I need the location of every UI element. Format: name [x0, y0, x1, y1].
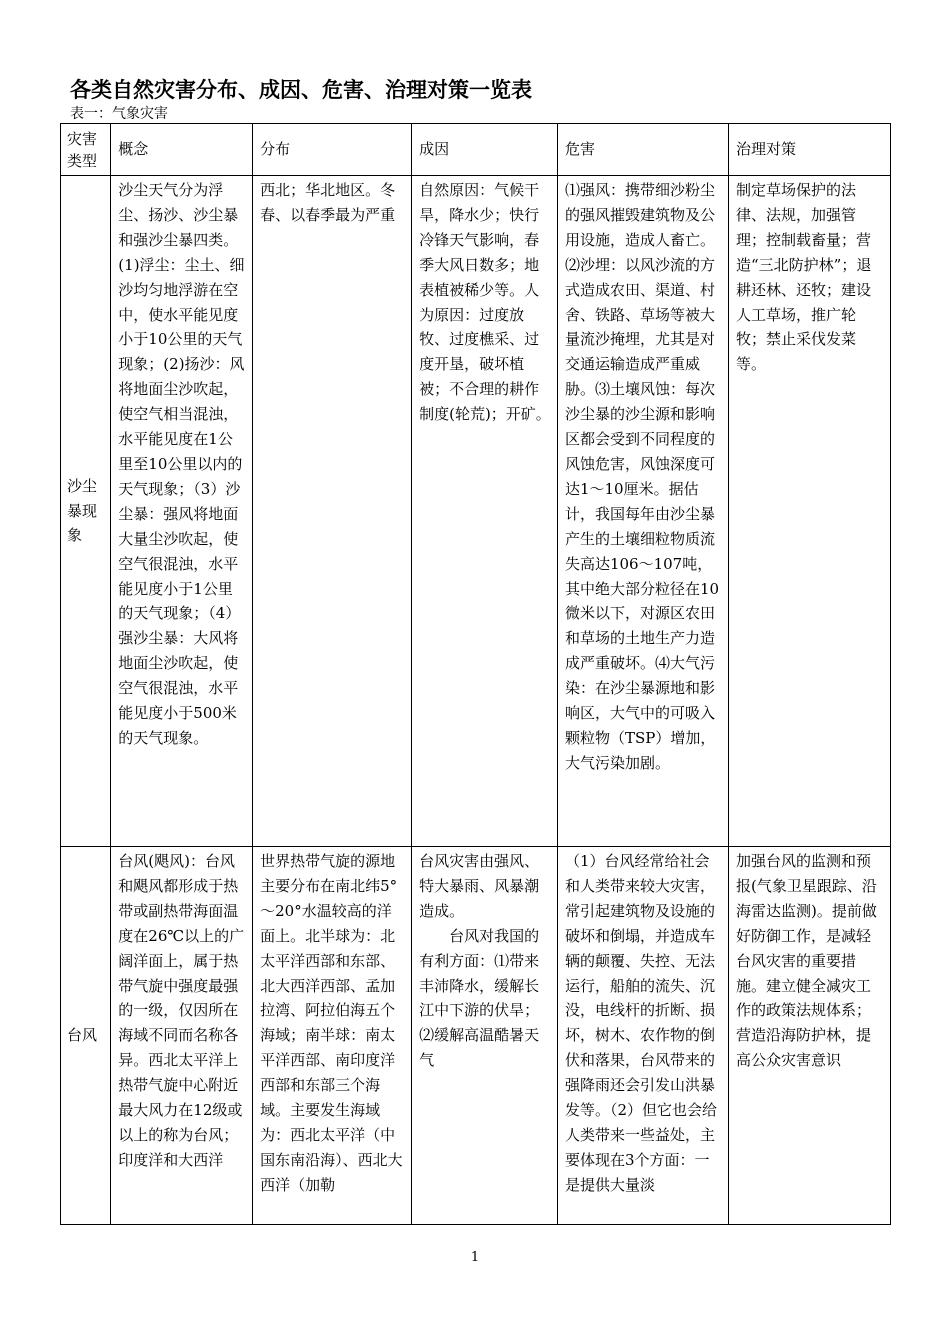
table-caption: 表一：气象灾害: [70, 106, 168, 122]
header-type: 灾害类型: [61, 124, 111, 176]
disaster-type-cell: 沙尘暴现象: [61, 176, 111, 847]
measures-cell: 制定草场保护的法律、法规，加强管理；控制载畜量；营造“三北防护林”；退耕还林、还牧；建设人工草场，推广轮牧；禁止采伐发菜等。: [728, 176, 890, 847]
cause-cell: [412, 847, 558, 1225]
cause-paragraph: 台风对我国的有利方面：⑴带来丰沛降水，缓解长江中下游的伏旱；⑵缓解高温酷暑天气: [419, 926, 540, 1070]
page-number: 1: [470, 1250, 480, 1265]
disaster-type-cell: 台风: [61, 847, 111, 1225]
disaster-table: [60, 123, 891, 1225]
harm-cell: （1）台风经常给社会和人类带来较大灾害，常引起建筑物及设施的破坏和倒塌，并造成车辆的颠覆、失控、无法运行，船舶的流失、沉没，电线杆的折断、损坏，树木、农作物的倒伏和落果，台风带来的强降雨还会引发山洪暴发等。（2）但它也会给人类带来一些益处，主要体现在3个方面：一是提供大量淡: [557, 847, 728, 1225]
harm-cell: ⑴强风：携带细沙粉尘的强风摧毁建筑物及公用设施，造成人畜亡。⑵沙埋：以风沙流的方式造成农田、渠道、村舍、铁路、草场等被大量流沙掩埋，尤其是对交通运输造成严重威胁。⑶土壤风蚀：每次沙尘暴的沙尘源和影响区都会受到不同程度的风蚀危害，风蚀深度可达1～10厘米。据估计，我国每年由沙尘暴产生的土壤细粒物质流失高达106～107吨，其中绝大部分粒径在10微米以下，对源区农田和草场的土地生产力造成严重破坏。⑷大气污染：在沙尘暴源地和影响区，大气中的可吸入颗粒物（TSP）增加，大气污染加剧。: [557, 176, 728, 847]
header-distribution: 分布: [253, 124, 412, 176]
header-measures: 治理对策: [728, 124, 890, 176]
distribution-cell: 西北；华北地区。冬春、以春季最为严重: [253, 176, 412, 847]
concept-cell: 沙尘天气分为浮尘、扬沙、沙尘暴和强沙尘暴四类。(1)浮尘：尘土、细沙均匀地浮游在空中，使水平能见度小于10公里的天气现象；(2)扬沙：风将地面尘沙吹起，使空气相当混浊，水平能见度在1公里至10公里以内的天气现象；（3）沙尘暴：强风将地面大量尘沙吹起，使空气很混浊，水平能见度小于1公里的天气现象；（4）强沙尘暴：大风将地面尘沙吹起，使空气很混浊，水平能见度小于500米的天气现象。: [111, 176, 253, 847]
concept-cell: 台风(飓风)：台风和飓风都形成于热带或副热带海面温度在26℃以上的广阔洋面上，属于热带气旋中强度最强的一级，仅因所在海域不同而名称各异。西北太平洋上热带气旋中心附近最大风力在12级或以上的称为台风；印度洋和大西洋: [111, 847, 253, 1225]
table-header-row: [61, 124, 891, 176]
page-title: 各类自然灾害分布、成因、危害、治理对策一览表: [70, 78, 532, 102]
header-cause: 成因: [412, 124, 558, 176]
cause-cell: 自然原因：气候干旱，降水少；快行冷锋天气影响，春季大风日数多；地表植被稀少等。人为原因：过度放牧、过度樵采、过度开垦，破坏植被；不合理的耕作制度(轮荒)；开矿。: [412, 176, 558, 847]
measures-cell: 加强台风的监测和预报(气象卫星跟踪、沿海雷达监测)。提前做好防御工作，是减轻台风灾害的重要措施。建立健全减灾工作的政策法规体系；营造沿海防护林，提高公众灾害意识: [728, 847, 890, 1225]
distribution-cell: 世界热带气旋的源地主要分布在南北纬5°～20°水温较高的洋面上。北半球为：北太平洋西部和东部、北大西洋西部、孟加拉湾、阿拉伯海五个海域；南半球：南太平洋西部、南印度洋西部和东部三个海域。主要发生海域为：西北太平洋（中国东南沿海）、西北大西洋（加勒: [253, 847, 412, 1225]
table-row: [61, 176, 891, 847]
cause-paragraph: 台风灾害由强风、特大暴雨、风暴潮造成。: [419, 852, 540, 920]
table-row: [61, 847, 891, 1225]
header-harm: 危害: [557, 124, 728, 176]
header-concept: 概念: [111, 124, 253, 176]
